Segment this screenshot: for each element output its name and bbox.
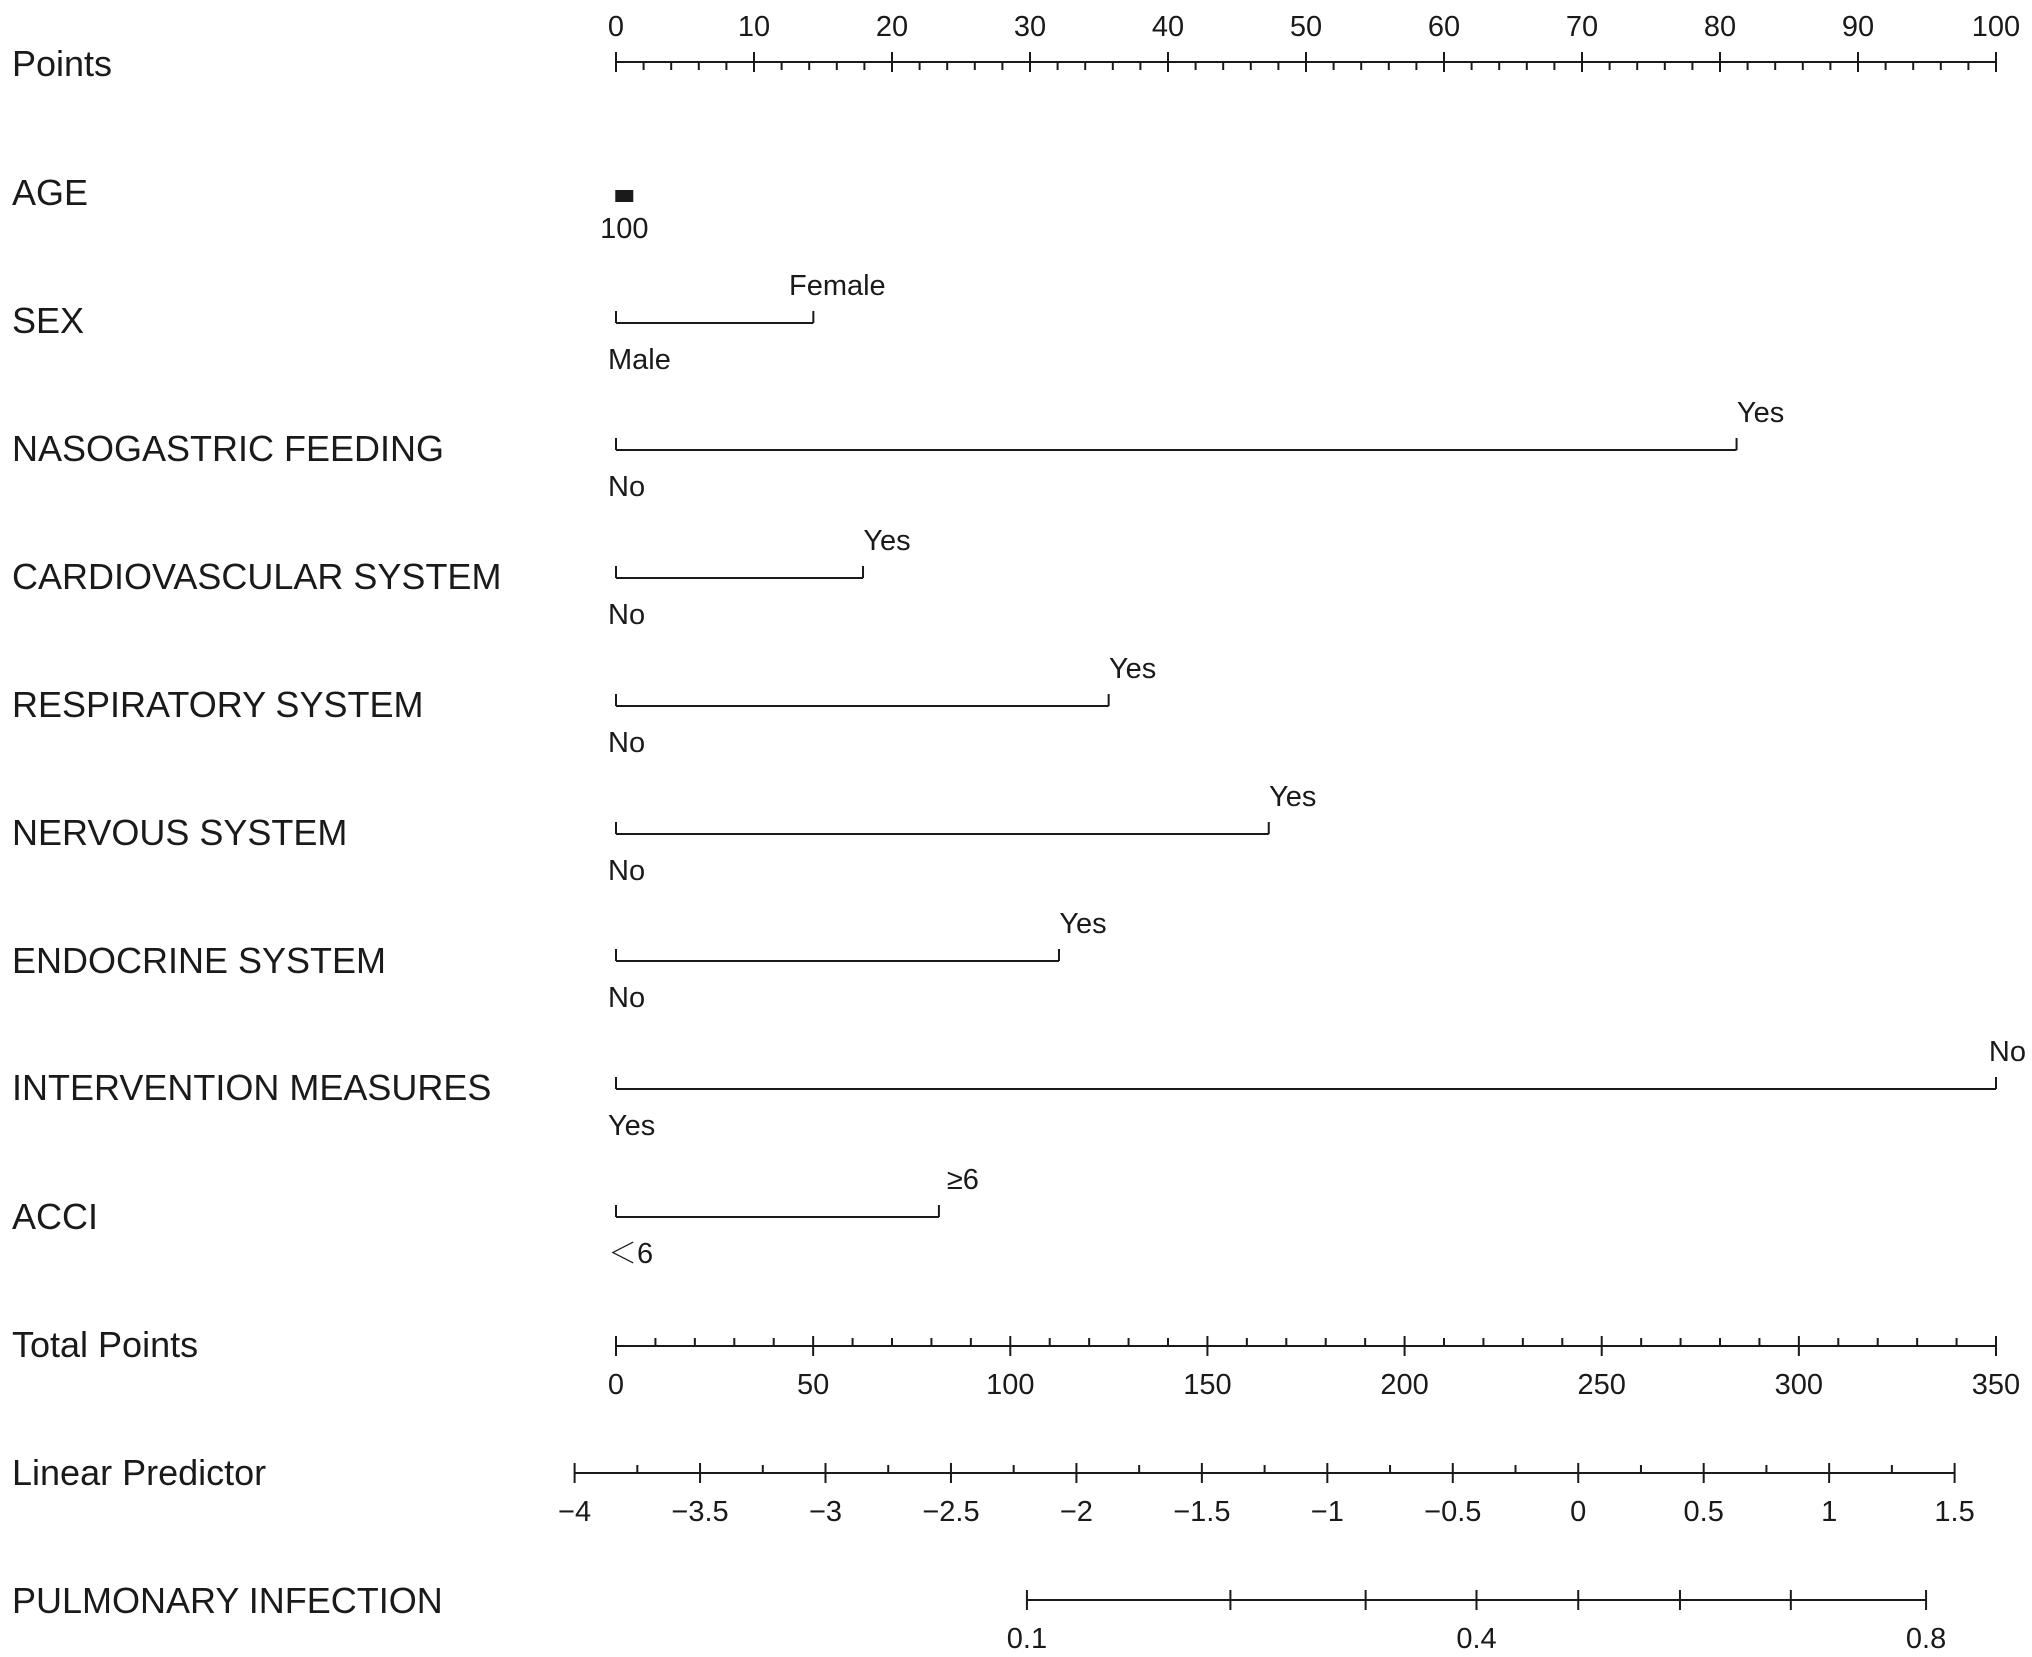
total-points-tick-label: 0: [607, 1369, 625, 1401]
points-tick-label: 90: [1841, 11, 1875, 43]
cardiovascular-system-level-label: No: [608, 599, 646, 631]
var-label-respiratory-system: RESPIRATORY SYSTEM: [12, 684, 424, 725]
total-points-tick-label: 100: [986, 1369, 1035, 1401]
outcome-tick-label: 0.4: [1456, 1623, 1497, 1655]
nervous-system-level-label: Yes: [1269, 781, 1317, 813]
points-tick-label: 100: [1971, 11, 2021, 43]
linear-predictor-tick-label: 1.5: [1934, 1496, 1975, 1528]
var-label-nasogastric-feeding: NASOGASTRIC FEEDING: [12, 428, 445, 469]
linear-predictor-tick-label: −2.5: [922, 1496, 980, 1528]
var-label-intervention-measures: INTERVENTION MEASURES: [12, 1067, 492, 1108]
total-points-tick-label: 300: [1774, 1369, 1824, 1401]
points-axis-label: Points: [12, 43, 113, 84]
points-tick-label: 70: [1565, 11, 1599, 43]
linear-predictor-tick-label: −1.5: [1173, 1496, 1231, 1528]
sex-level-label: Male: [608, 344, 671, 376]
linear-predictor-tick-label: 0: [1570, 1496, 1587, 1528]
var-label-acci: ACCI: [12, 1196, 99, 1237]
nervous-system-level-label: No: [608, 855, 646, 887]
respiratory-system-level-label: Yes: [1109, 653, 1157, 685]
age-level-label: 100: [600, 213, 649, 245]
total-points-tick-label: 150: [1183, 1369, 1232, 1401]
outcome-tick-label: 0.1: [1006, 1623, 1048, 1655]
endocrine-system-level-label: Yes: [1059, 908, 1107, 940]
points-tick-label: 50: [1289, 11, 1323, 43]
points-tick-label: 40: [1151, 11, 1185, 43]
linear-predictor-tick-label: 0.5: [1683, 1496, 1724, 1528]
outcome-tick-label: 0.8: [1905, 1623, 1947, 1655]
var-label-cardiovascular-system: CARDIOVASCULAR SYSTEM: [12, 556, 502, 597]
endocrine-system-level-label: No: [608, 982, 646, 1014]
age-point-mark: [615, 190, 633, 202]
cardiovascular-system-level-label: Yes: [863, 525, 911, 557]
intervention-measures-level-label: No: [1988, 1036, 2026, 1068]
total-points-axis-label: Total Points: [12, 1324, 199, 1365]
acci-level-label: ＜6: [608, 1238, 654, 1270]
total-points-tick-label: 50: [797, 1369, 830, 1401]
points-tick-label: 60: [1427, 11, 1461, 43]
sex-level-label: Female: [788, 270, 886, 302]
total-points-tick-label: 200: [1380, 1369, 1429, 1401]
respiratory-system-level-label: No: [608, 727, 646, 759]
acci-level-label: ≥6: [946, 1164, 979, 1196]
total-points-tick-label: 250: [1577, 1369, 1626, 1401]
points-tick-label: 0: [607, 11, 625, 43]
linear-predictor-tick-label: −4: [558, 1496, 592, 1528]
linear-predictor-tick-label: −1: [1310, 1496, 1344, 1528]
total-points-tick-label: 350: [1971, 1369, 2021, 1401]
intervention-measures-level-label: Yes: [608, 1110, 656, 1142]
linear-predictor-tick-label: −3: [808, 1496, 843, 1528]
var-label-endocrine-system: ENDOCRINE SYSTEM: [12, 940, 387, 981]
var-label-nervous-system: NERVOUS SYSTEM: [12, 812, 348, 853]
chart-marks: [558, 11, 2026, 1655]
linear-predictor-tick-label: 1: [1821, 1496, 1838, 1528]
linear-predictor-tick-label: −2: [1059, 1496, 1093, 1528]
linear-predictor-axis-label: Linear Predictor: [12, 1452, 267, 1493]
points-tick-label: 10: [737, 11, 771, 43]
points-tick-label: 20: [875, 11, 909, 43]
outcome-axis-label: PULMONARY INFECTION: [12, 1580, 443, 1621]
points-tick-label: 80: [1703, 11, 1737, 43]
var-label-sex: SEX: [12, 300, 85, 341]
points-tick-label: 30: [1013, 11, 1047, 43]
nasogastric-feeding-level-label: Yes: [1736, 397, 1785, 429]
var-label-age: AGE: [12, 172, 89, 213]
nasogastric-feeding-level-label: No: [608, 471, 646, 503]
linear-predictor-tick-label: −0.5: [1424, 1496, 1482, 1528]
linear-predictor-tick-label: −3.5: [671, 1496, 729, 1528]
row-labels: [12, 43, 501, 1621]
